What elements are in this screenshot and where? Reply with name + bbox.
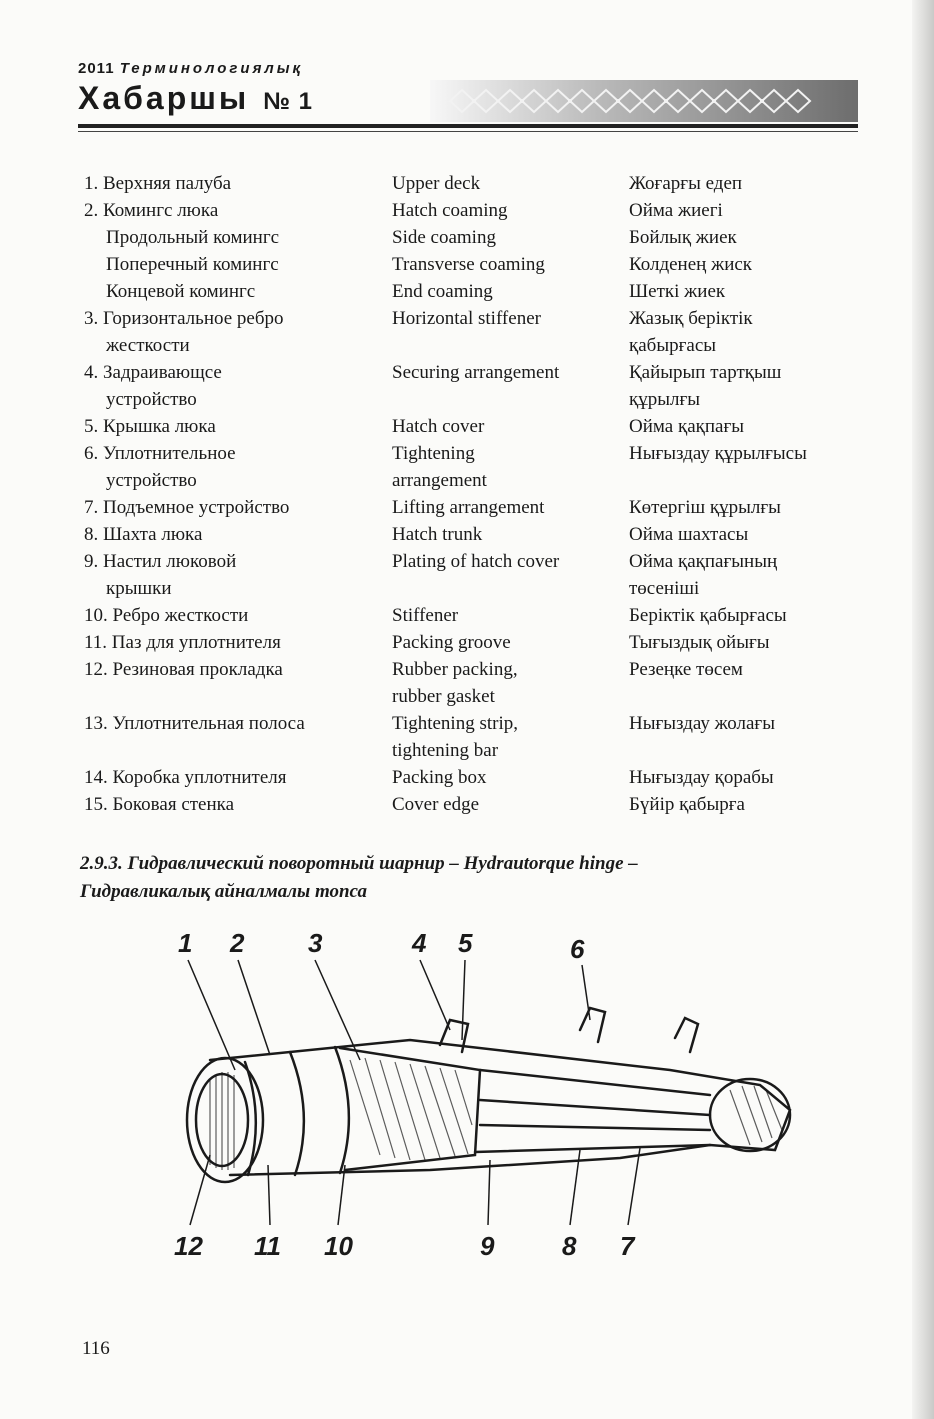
term-english-line: Upper deck <box>392 173 481 194</box>
term-english <box>392 170 629 197</box>
term-russian-line: 4. Задраивающсе <box>84 362 222 383</box>
term-russian-line: 3. Горизонтальное ребро <box>84 308 284 329</box>
term-russian-line: 7. Подъемное устройство <box>84 497 290 518</box>
term-kazakh-line: Нығыздау қорабы <box>629 767 774 788</box>
term-kazakh-line: Ойма шахтасы <box>629 524 749 545</box>
term-english-line: Lifting arrangement <box>392 497 545 518</box>
term-russian-line: 14. Коробка уплотнителя <box>84 767 287 788</box>
term-english <box>392 548 629 602</box>
term-russian <box>84 413 392 440</box>
term-english-line: Transverse coaming <box>392 254 545 275</box>
term-row <box>84 413 864 440</box>
term-russian-line: 8. Шахта люка <box>84 524 203 545</box>
term-kazakh-line: Қайырып тартқыш <box>629 362 782 383</box>
term-english-line: Hatch trunk <box>392 524 483 545</box>
term-kazakh <box>629 224 859 251</box>
term-row <box>84 440 864 494</box>
term-russian <box>84 224 392 251</box>
term-english-line: Cover edge <box>392 794 480 815</box>
term-russian-line: 1. Верхняя палуба <box>84 173 232 194</box>
term-russian <box>84 440 392 494</box>
page-edge-shadow <box>912 0 934 1419</box>
term-english <box>392 629 629 656</box>
term-kazakh-line: Беріктік қабырғасы <box>629 605 787 626</box>
term-kazakh-line: Жазық беріктік <box>629 308 753 329</box>
term-russian-line: жесткости <box>106 335 190 356</box>
figure-label: 2 <box>230 928 245 958</box>
term-english-line: rubber gasket <box>392 686 495 707</box>
term-english <box>392 791 629 818</box>
term-english-line: Packing groove <box>392 632 511 653</box>
term-russian-line: 5. Крышка люка <box>84 416 216 437</box>
term-kazakh-line: Жоғарғы едеп <box>629 173 743 194</box>
term-kazakh-line: Ойма қақпағының <box>629 551 778 572</box>
term-kazakh <box>629 710 859 764</box>
figure-label: 4 <box>412 928 427 958</box>
header-rule-thick <box>78 124 858 128</box>
ornament-pattern-icon <box>430 80 858 122</box>
term-kazakh-line: Колденең жиск <box>629 254 753 275</box>
journal-title-text: Хабаршы <box>78 80 250 116</box>
term-row <box>84 764 864 791</box>
term-kazakh <box>629 656 859 710</box>
term-english-line: Stiffener <box>392 605 459 626</box>
hinge-figure <box>150 920 820 1280</box>
term-kazakh <box>629 251 859 278</box>
term-russian <box>84 629 392 656</box>
issue-number: № 1 <box>263 88 314 115</box>
term-row <box>84 602 864 629</box>
term-english-line: Tightening <box>392 443 475 464</box>
term-russian <box>84 602 392 629</box>
term-kazakh <box>629 791 859 818</box>
term-row <box>84 251 864 278</box>
term-kazakh-line: құрылғы <box>629 389 701 410</box>
section-heading-line2: Гидравликалық айналмалы топса <box>80 881 367 902</box>
term-kazakh <box>629 548 859 602</box>
term-row <box>84 494 864 521</box>
journal-title <box>78 80 313 117</box>
term-russian <box>84 656 392 710</box>
term-kazakh <box>629 305 859 359</box>
journal-year: 2011 <box>78 60 115 77</box>
term-english <box>392 494 629 521</box>
term-russian <box>84 764 392 791</box>
term-row <box>84 359 864 413</box>
term-english-line: Rubber packing, <box>392 659 518 680</box>
term-english <box>392 251 629 278</box>
page-number: 116 <box>82 1338 110 1359</box>
term-russian-line: 2. Комингс люка <box>84 200 219 221</box>
term-kazakh-line: қабырғасы <box>629 335 717 356</box>
term-english-line: Tightening strip, <box>392 713 518 734</box>
figure-label: 6 <box>570 934 585 964</box>
term-russian-line: Продольный комингс <box>106 227 280 248</box>
journal-header-line <box>78 60 303 77</box>
term-russian-line: устройство <box>106 389 197 410</box>
term-english <box>392 224 629 251</box>
term-kazakh-line: Ойма қақпағы <box>629 416 745 437</box>
term-row <box>84 548 864 602</box>
term-english <box>392 521 629 548</box>
term-english-line: tightening bar <box>392 740 499 761</box>
term-kazakh <box>629 170 859 197</box>
term-russian <box>84 359 392 413</box>
term-row <box>84 791 864 818</box>
term-english-line: arrangement <box>392 470 487 491</box>
term-russian-line: 15. Боковая стенка <box>84 794 235 815</box>
term-english <box>392 359 629 413</box>
term-english <box>392 602 629 629</box>
term-row <box>84 197 864 224</box>
term-kazakh-line: Ойма жиегі <box>629 200 723 221</box>
term-kazakh-line: Көтергіш құрылғы <box>629 497 781 518</box>
figure-label: 5 <box>458 928 473 958</box>
term-russian-line: 6. Уплотнительное <box>84 443 236 464</box>
figure-label: 1 <box>178 928 193 958</box>
term-russian <box>84 548 392 602</box>
term-kazakh <box>629 413 859 440</box>
term-russian-line: крышки <box>106 578 172 599</box>
term-russian-line: Поперечный комингс <box>106 254 279 275</box>
term-english <box>392 305 629 359</box>
term-row <box>84 170 864 197</box>
term-row <box>84 656 864 710</box>
term-kazakh-line: төсеніші <box>629 578 700 599</box>
term-russian-line: 12. Резиновая прокладка <box>84 659 283 680</box>
term-russian <box>84 251 392 278</box>
term-kazakh <box>629 278 859 305</box>
term-english-line: Securing arrangement <box>392 362 560 383</box>
term-english-line: Packing box <box>392 767 487 788</box>
term-russian-line: устройство <box>106 470 197 491</box>
header-rule-thin <box>78 131 858 132</box>
term-russian <box>84 170 392 197</box>
term-russian-line: 10. Ребро жесткости <box>84 605 249 626</box>
term-russian-line: 9. Настил люковой <box>84 551 237 572</box>
term-kazakh <box>629 521 859 548</box>
term-english <box>392 764 629 791</box>
term-russian <box>84 791 392 818</box>
hydraulic-hinge-drawing <box>150 920 820 1280</box>
term-russian-line: Концевой комингс <box>106 281 256 302</box>
term-english-line: Hatch coaming <box>392 200 508 221</box>
ornament-band <box>430 80 858 122</box>
term-english <box>392 656 629 710</box>
term-kazakh-line: Резеңке төсем <box>629 659 743 680</box>
term-english <box>392 197 629 224</box>
figure-label: 8 <box>562 1231 577 1261</box>
term-kazakh-line: Бүйір қабырға <box>629 794 745 815</box>
term-row <box>84 629 864 656</box>
term-english <box>392 278 629 305</box>
term-kazakh-line: Бойлық жиек <box>629 227 737 248</box>
term-english <box>392 413 629 440</box>
term-russian <box>84 278 392 305</box>
term-english <box>392 710 629 764</box>
term-row <box>84 278 864 305</box>
term-kazakh <box>629 359 859 413</box>
term-kazakh-line: Шеткі жиек <box>629 281 726 302</box>
figure-label: 3 <box>308 928 323 958</box>
term-kazakh-line: Нығыздау құрылғысы <box>629 443 807 464</box>
figure-label: 7 <box>620 1231 635 1261</box>
term-russian <box>84 521 392 548</box>
term-english-line: Horizontal stiffener <box>392 308 541 329</box>
term-kazakh <box>629 764 859 791</box>
term-kazakh <box>629 197 859 224</box>
term-row <box>84 224 864 251</box>
term-english-line: Hatch cover <box>392 416 485 437</box>
section-heading-line1: 2.9.3. Гидравлический поворотный шарнир – Hydrautorque hinge – <box>80 853 638 874</box>
figure-label: 10 <box>324 1231 353 1261</box>
term-kazakh-line: Нығыздау жолағы <box>629 713 775 734</box>
term-russian <box>84 305 392 359</box>
journal-name: Терминологиялық <box>119 60 304 77</box>
term-row <box>84 710 864 764</box>
term-kazakh <box>629 602 859 629</box>
figure-label: 11 <box>254 1231 281 1261</box>
term-russian-line: 13. Уплотнительная полоса <box>84 713 305 734</box>
term-russian <box>84 197 392 224</box>
term-english-line: Side coaming <box>392 227 496 248</box>
term-russian-line: 11. Паз для уплотнителя <box>84 632 281 653</box>
term-row <box>84 521 864 548</box>
figure-label: 9 <box>480 1231 495 1261</box>
terms-table <box>84 170 864 818</box>
term-russian <box>84 710 392 764</box>
term-english-line: End coaming <box>392 281 493 302</box>
term-russian <box>84 494 392 521</box>
figure-label: 12 <box>174 1231 203 1261</box>
term-english-line: Plating of hatch cover <box>392 551 560 572</box>
term-row <box>84 305 864 359</box>
term-kazakh-line: Тығыздық ойығы <box>629 632 770 653</box>
term-kazakh <box>629 629 859 656</box>
term-english <box>392 440 629 494</box>
term-kazakh <box>629 494 859 521</box>
section-heading <box>80 850 858 906</box>
term-kazakh <box>629 440 859 494</box>
